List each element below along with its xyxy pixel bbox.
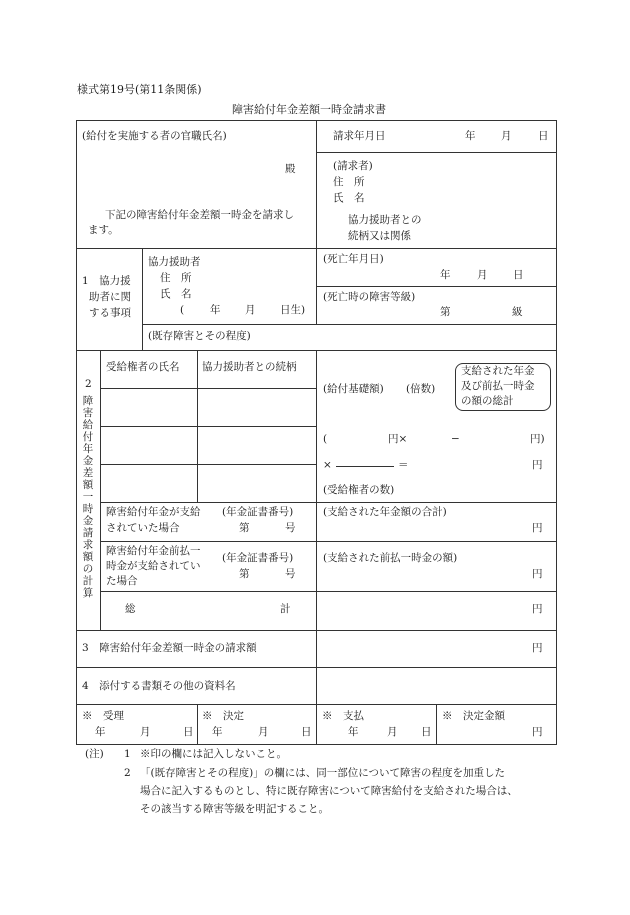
office-amount-label: ※ 決定金額: [442, 710, 505, 722]
sec2-row3-divider: [100, 502, 557, 503]
note1-number: 1: [124, 748, 131, 760]
sec1-label-divider: [142, 248, 143, 350]
death-grade-kyu: 級: [512, 306, 523, 318]
advance-total-label: (支給された前払一時金の額): [323, 552, 458, 564]
claimant-relation-line2: 続柄又は関係: [348, 230, 411, 242]
beneficiary-count-label: (受給権者の数): [323, 484, 395, 496]
existing-disability-label: (既存障害とその程度): [148, 330, 251, 342]
advance-case-line1: 障害給付年金前払一: [106, 545, 201, 557]
formula-minus: −: [451, 433, 460, 445]
birth-open: (: [180, 304, 185, 316]
death-date-label: (死亡年月日): [323, 253, 384, 265]
birth-month: 月: [245, 304, 256, 316]
dono-label: 殿: [285, 163, 296, 175]
request-date-year: 年: [465, 130, 476, 142]
formula-fraction-line: [336, 466, 394, 467]
sec1-existing-divider: [142, 324, 557, 325]
note2-number: 2: [124, 767, 131, 779]
sum-right: 計: [280, 603, 291, 615]
sec2-row1-divider: [100, 426, 316, 427]
office-payment-month: 月: [387, 726, 398, 738]
advance-cert-label: (年金証書番号): [222, 552, 294, 564]
office-receipt-month: 月: [140, 726, 151, 738]
office-payment-label: ※ 支払: [322, 710, 364, 722]
office-amount-yen: 円: [532, 726, 543, 738]
multiple-label: (倍数): [406, 383, 436, 395]
sec3-yen: 円: [532, 642, 543, 654]
formula-result-yen: 円: [532, 459, 543, 471]
office-decision-day: 日: [301, 726, 312, 738]
request-date-label: 請求年月日: [333, 130, 386, 142]
advance-total-yen: 円: [532, 568, 543, 580]
office-decision-label: ※ 決定: [202, 710, 244, 722]
death-month: 月: [477, 269, 488, 281]
helper-name-label: 氏 名: [160, 288, 192, 300]
death-year: 年: [440, 269, 451, 281]
note2-line3: その該当する障害等級を明記すること。: [140, 803, 329, 815]
sec1-label-line3: する事項: [89, 307, 131, 319]
office-receipt-label: ※ 受理: [82, 710, 124, 722]
note-label: (注): [85, 748, 104, 760]
formula-yen-close: 円): [530, 433, 545, 445]
birth-day: 日生): [280, 304, 306, 316]
formula-yen-times: 円×: [388, 433, 408, 445]
sec2-vertical-label: 障害給付年金差額一時金請求額の計算: [82, 395, 94, 599]
top-divider: [316, 120, 317, 248]
sum-yen: 円: [532, 603, 543, 615]
request-text-line2: ます。: [88, 224, 119, 236]
total-paid-line1: 支給された年金: [461, 365, 535, 377]
col-relation: 協力援助者との続柄: [202, 361, 297, 373]
pension-case-line1: 障害給付年金が支給: [106, 506, 201, 518]
death-grade-label: (死亡時の障害等級): [323, 291, 416, 303]
note1-text: ※印の欄には記入しないこと。: [140, 748, 287, 760]
claimant-address-label: 住 所: [333, 176, 365, 188]
sec2-label-divider: [100, 350, 101, 630]
sec3-label: 3 障害給付年金差額一時金の請求額: [82, 642, 257, 654]
office-decision-month: 月: [258, 726, 269, 738]
sec1-label-line1: 1 協力援: [82, 275, 131, 287]
sec2-number: 2: [85, 378, 92, 390]
birth-year: 年: [210, 304, 221, 316]
pension-cert-dai: 第: [239, 522, 250, 534]
sec2-pension-divider: [100, 541, 557, 542]
office-divider-3: [436, 704, 437, 745]
death-day: 日: [513, 269, 524, 281]
formula-times: ×: [323, 459, 332, 471]
claimant-relation-line1: 協力援助者との: [348, 214, 422, 226]
sec2-calc-divider: [316, 350, 317, 630]
helper-label: 協力援助者: [148, 256, 201, 268]
sec1-label-line2: 助者に関: [89, 291, 131, 303]
office-divider-2: [316, 704, 317, 745]
date-divider: [316, 152, 557, 153]
sec34-divider: [316, 630, 317, 704]
office-payment-year: 年: [348, 726, 359, 738]
advance-cert-go: 号: [285, 568, 296, 580]
sec2-row2-divider: [100, 464, 316, 465]
col-beneficiary-name: 受給権者の氏名: [106, 361, 180, 373]
pension-cert-go: 号: [285, 522, 296, 534]
claimant-label: (請求者): [333, 160, 373, 172]
form-title: 障害給付年金差額一時金請求書: [232, 103, 386, 116]
death-grade-dai: 第: [440, 306, 451, 318]
advance-cert-dai: 第: [239, 568, 250, 580]
pension-total-yen: 円: [532, 522, 543, 534]
request-text-line1: 下記の障害給付年金差額一時金を請求し: [105, 209, 294, 221]
request-date-month: 月: [501, 130, 512, 142]
sum-left: 総: [125, 603, 136, 615]
sec2-header-divider: [100, 388, 316, 389]
office-receipt-year: 年: [95, 726, 106, 738]
office-divider-1: [197, 704, 198, 745]
formula-equals: ＝: [398, 459, 409, 471]
formula-open: (: [323, 433, 328, 445]
form-number: 様式第19号(第11条関係): [77, 83, 202, 96]
note2-line2: 場合に記入するものとし、特に既存障害について障害給付を支給された場合は、: [140, 785, 518, 797]
advance-case-line2: 時金が支給されてい: [106, 560, 201, 572]
sec1-death-grade-divider: [316, 286, 557, 287]
claimant-name-label: 氏 名: [333, 192, 365, 204]
total-paid-line2: 及び前払一時金: [461, 380, 535, 392]
note2-line1: 「(既存障害とその程度)」の欄には、同一部位について障害の程度を加重した: [140, 767, 505, 779]
pension-case-line2: されていた場合: [106, 522, 180, 534]
sec2-advance-divider: [100, 591, 557, 592]
sec4-label: 4 添付する書類その他の資料名: [82, 680, 236, 692]
pension-total-label: (支給された年金額の合計): [323, 506, 447, 518]
pension-cert-label: (年金証書番号): [222, 506, 294, 518]
office-payment-day: 日: [421, 726, 432, 738]
basic-amount-label: (給付基礎額): [323, 383, 384, 395]
office-receipt-day: 日: [183, 726, 194, 738]
officer-label: (給付を実施する者の官職氏名): [82, 130, 227, 142]
office-decision-year: 年: [212, 726, 223, 738]
helper-address-label: 住 所: [160, 272, 192, 284]
request-date-day: 日: [538, 130, 549, 142]
total-paid-line3: の額の総計: [461, 395, 514, 407]
advance-case-line3: た場合: [106, 575, 138, 587]
